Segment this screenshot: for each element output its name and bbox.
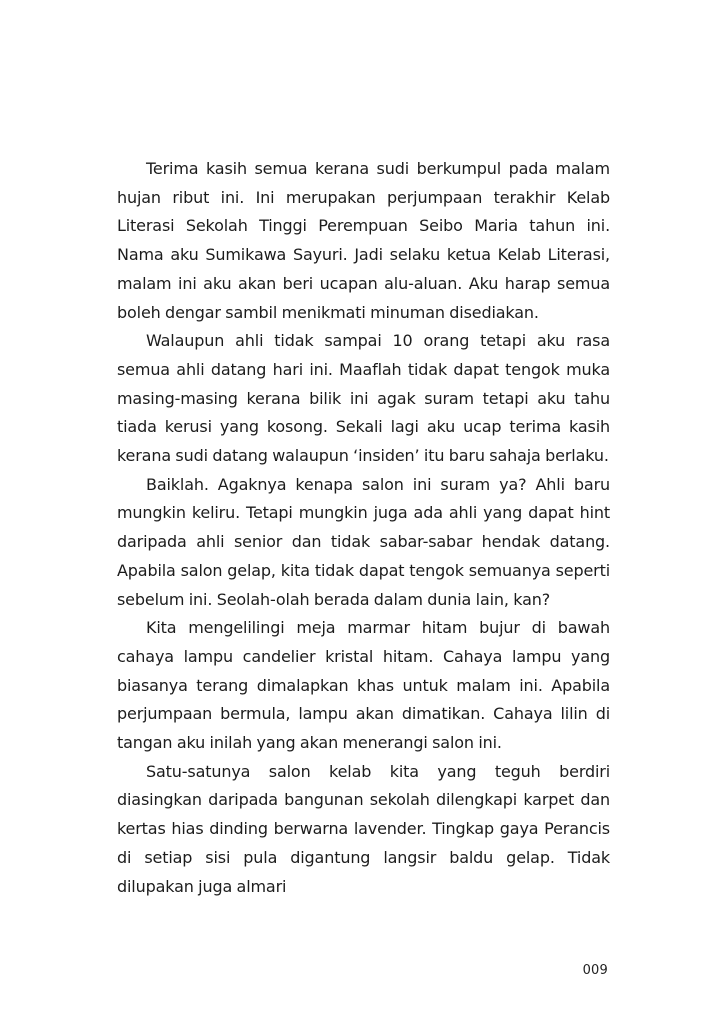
paragraph-1: Terima kasih semua kerana sudi berkumpul pada malam hujan ribut ini. Ini merupakan perjumpaan terakhir Kelab Literasi Sekolah Tinggi Perempuan Seibo Maria tahun ini. Nama aku Sumikawa Sayuri. Jadi selaku ketua Kelab Literasi, malam ini aku akan beri ucapan alu-aluan. Aku harap semua boleh dengar sambil menikmati minuman disediakan. bbox=[117, 159, 610, 322]
paragraph-4: Kita mengelilingi meja marmar hitam bujur di bawah cahaya lampu candelier kristal hitam. Cahaya lampu yang biasanya terang dimalapkan khas untuk malam ini. Apabila perjumpaan bermula, lampu akan dimatikan. Cahaya lilin di tangan aku inilah yang akan menerangi salon ini. bbox=[117, 618, 610, 753]
paragraph-2: Walaupun ahli tidak sampai 10 orang tetapi aku rasa semua ahli datang hari ini. Maaflah tidak dapat tengok muka masing-masing kerana bilik ini agak suram tetapi aku tahu tiada kerusi yang kosong. Sekali lagi aku ucap terima kasih kerana sudi datang walaupun ‘insiden’ itu baru sahaja berlaku. bbox=[117, 331, 610, 466]
paragraph-3: Baiklah. Agaknya kenapa salon ini suram ya? Ahli baru mungkin keliru. Tetapi mungkin juga ada ahli yang dapat hint daripada ahli senior dan tidak sabar-sabar hendak datang. Apabila salon gelap, kita tidak dapat tengok semuanya seperti sebelum ini. Seolah-olah berada dalam dunia lain, kan? bbox=[117, 474, 610, 609]
page-number: 009 bbox=[582, 963, 608, 978]
paragraph-5: Satu-satunya salon kelab kita yang teguh berdiri diasingkan daripada bangunan sekolah dilengkapi karpet dan kertas hias dinding berwarna lavender. Tingkap gaya Perancis di setiap sisi pula digantung langsir baldu gelap. Tidak dilupakan juga almari bbox=[117, 761, 610, 896]
body-text bbox=[117, 155, 610, 901]
